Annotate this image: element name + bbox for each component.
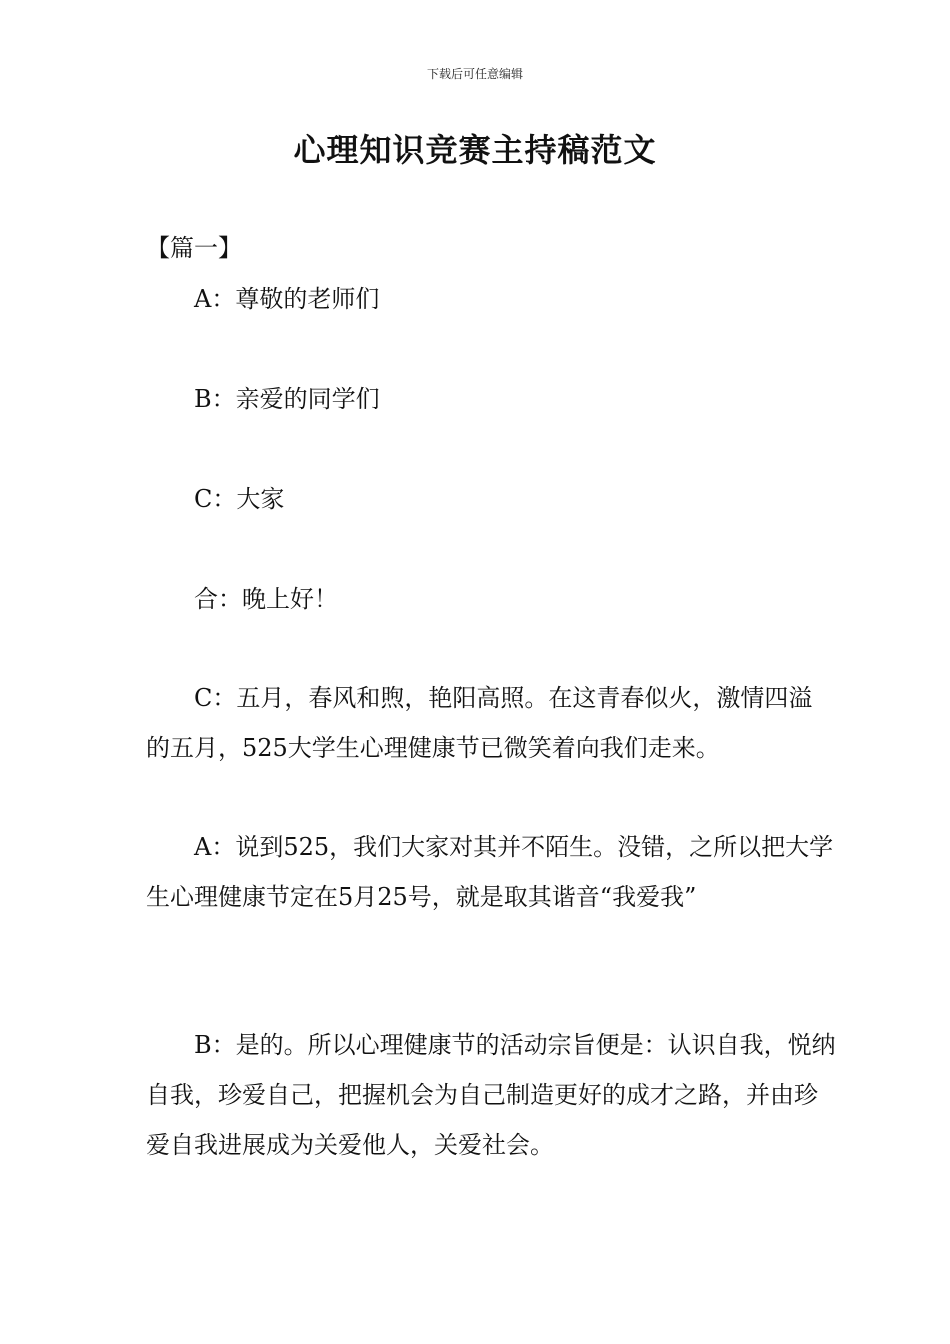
paragraph-a-525: A：说到525，我们大家对其并不陌生。没错，之所以把大学生心理健康节定在5月25号，就是取其谐音“我爱我” <box>146 833 834 911</box>
page-header: 下载后可任意编辑 <box>426 67 523 81</box>
section-heading: 【篇一】 <box>146 234 242 262</box>
document-title: 心理知识竞赛主持稿范文 <box>293 131 657 169</box>
paragraph-b-purpose: B：是的。所以心理健康节的活动宗旨便是：认识自我，悦纳自我，珍爱自己，把握机会为自己制造更好的成才之路，并由珍爱自我进展成为关爱他人，关爱社会。 <box>146 1031 836 1159</box>
paragraph-together-greeting: 合：晚上好！ <box>194 585 338 613</box>
paragraph-c-greeting: C：大家 <box>194 485 285 513</box>
paragraph-a-greeting: A：尊敬的老师们 <box>194 285 380 313</box>
paragraph-b-greeting: B：亲爱的同学们 <box>194 385 380 413</box>
paragraph-c-intro: C：五月，春风和煦，艳阳高照。在这青春似火，激情四溢的五月，525大学生心理健康节已微笑着向我们走来。 <box>146 684 813 762</box>
